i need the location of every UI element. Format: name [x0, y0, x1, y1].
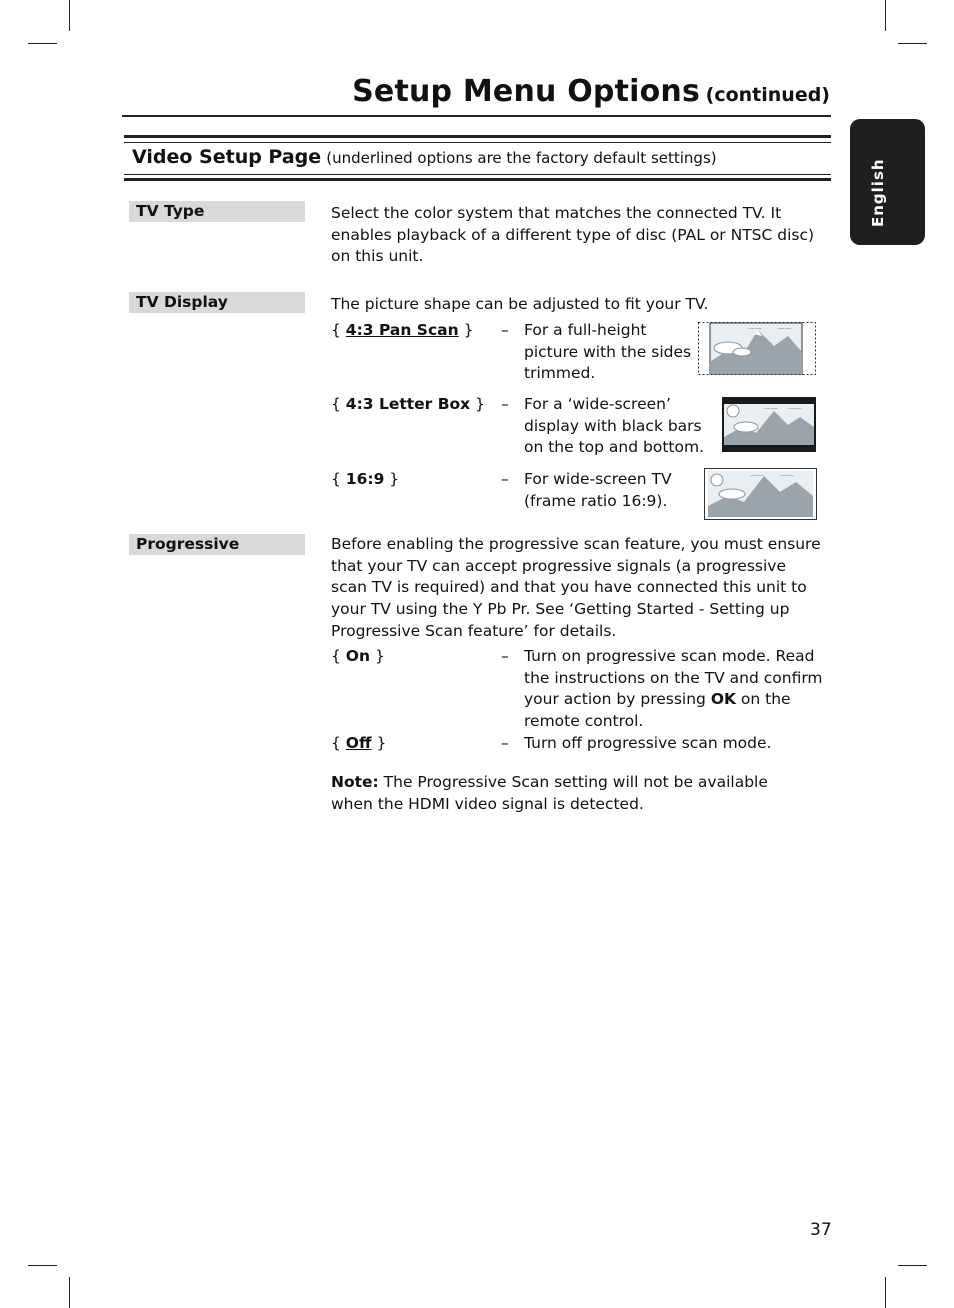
svg-text:⌒⌒: ⌒⌒	[764, 408, 778, 416]
option-letter-box-description: For a ‘wide-screen’ display with black bars on the top and bottom.	[524, 395, 704, 457]
option-off: { Off }	[331, 734, 387, 752]
page-title-main: Setup Menu Options	[352, 74, 701, 109]
letter-box-picture-icon	[722, 397, 816, 452]
pan-scan-picture-icon	[698, 322, 816, 375]
note-label: Note:	[331, 773, 379, 791]
section-title-note: (underlined options are the factory default settings)	[326, 149, 717, 167]
svg-text:⌒⌒: ⌒⌒	[750, 475, 764, 483]
tv-type-description: Select the color system that matches the connected TV. It enables playback of a different type of disc (PAL or NTSC disc) on this unit.	[331, 204, 815, 266]
progressive-description: Before enabling the progressive scan feature, you must ensure that your TV can accept progressive signals (a progressive scan TV is required) and that you have connected this unit to your TV using the Y Pb Pr. See ‘Getting Started - Setting up Progressive Scan feature’ for details.	[331, 535, 821, 640]
option-dash: –	[501, 470, 509, 488]
tv-display-label: TV Display	[129, 292, 305, 313]
option-widescreen-description: For wide-screen TV (frame ratio 16:9).	[524, 470, 672, 510]
crop-mark	[28, 1265, 57, 1266]
tv-display-intro: The picture shape can be adjusted to fit your TV.	[331, 295, 709, 313]
option-on: { On }	[331, 647, 385, 665]
svg-text:⌒⌒: ⌒⌒	[780, 475, 794, 483]
option-letter-box: { 4:3 Letter Box }	[331, 395, 485, 413]
crop-mark	[898, 1265, 927, 1266]
option-on-description: Turn on progressive scan mode. Read the instructions on the TV and confirm your action by pressing OK on the remote control.	[524, 647, 823, 731]
option-dash: –	[501, 395, 509, 413]
note	[331, 772, 811, 815]
crop-mark	[885, 0, 886, 31]
tv-type-label: TV Type	[129, 201, 305, 222]
page-title	[352, 74, 830, 109]
widescreen-picture-icon	[704, 468, 817, 520]
svg-text:⌒⌒: ⌒⌒	[778, 328, 792, 336]
crop-mark	[69, 0, 70, 31]
crop-mark	[885, 1277, 886, 1308]
option-pan-scan-description: For a full-height picture with the sides trimmed.	[524, 321, 692, 383]
crop-mark	[69, 1277, 70, 1308]
option-off-description: Turn off progressive scan mode.	[524, 734, 772, 752]
svg-text:⌒⌒: ⌒⌒	[748, 328, 762, 336]
section-title	[132, 146, 717, 168]
language-tab	[850, 119, 925, 245]
option-dash: –	[501, 734, 509, 752]
language-tab-label: English	[869, 158, 887, 227]
section-title-main: Video Setup Page	[132, 146, 322, 168]
crop-mark	[28, 43, 57, 44]
page-title-continued: (continued)	[705, 84, 830, 106]
option-dash: –	[501, 321, 509, 339]
option-dash: –	[501, 647, 509, 665]
option-widescreen: { 16:9 }	[331, 470, 400, 488]
svg-text:⌒⌒: ⌒⌒	[788, 408, 802, 416]
progressive-label: Progressive	[129, 534, 305, 555]
option-pan-scan: { 4:3 Pan Scan }	[331, 321, 474, 339]
crop-mark	[898, 43, 927, 44]
page-number: 37	[810, 1220, 832, 1240]
title-rule	[122, 115, 831, 117]
note-text: The Progressive Scan setting will not be available when the HDMI video signal is detected.	[331, 773, 768, 813]
